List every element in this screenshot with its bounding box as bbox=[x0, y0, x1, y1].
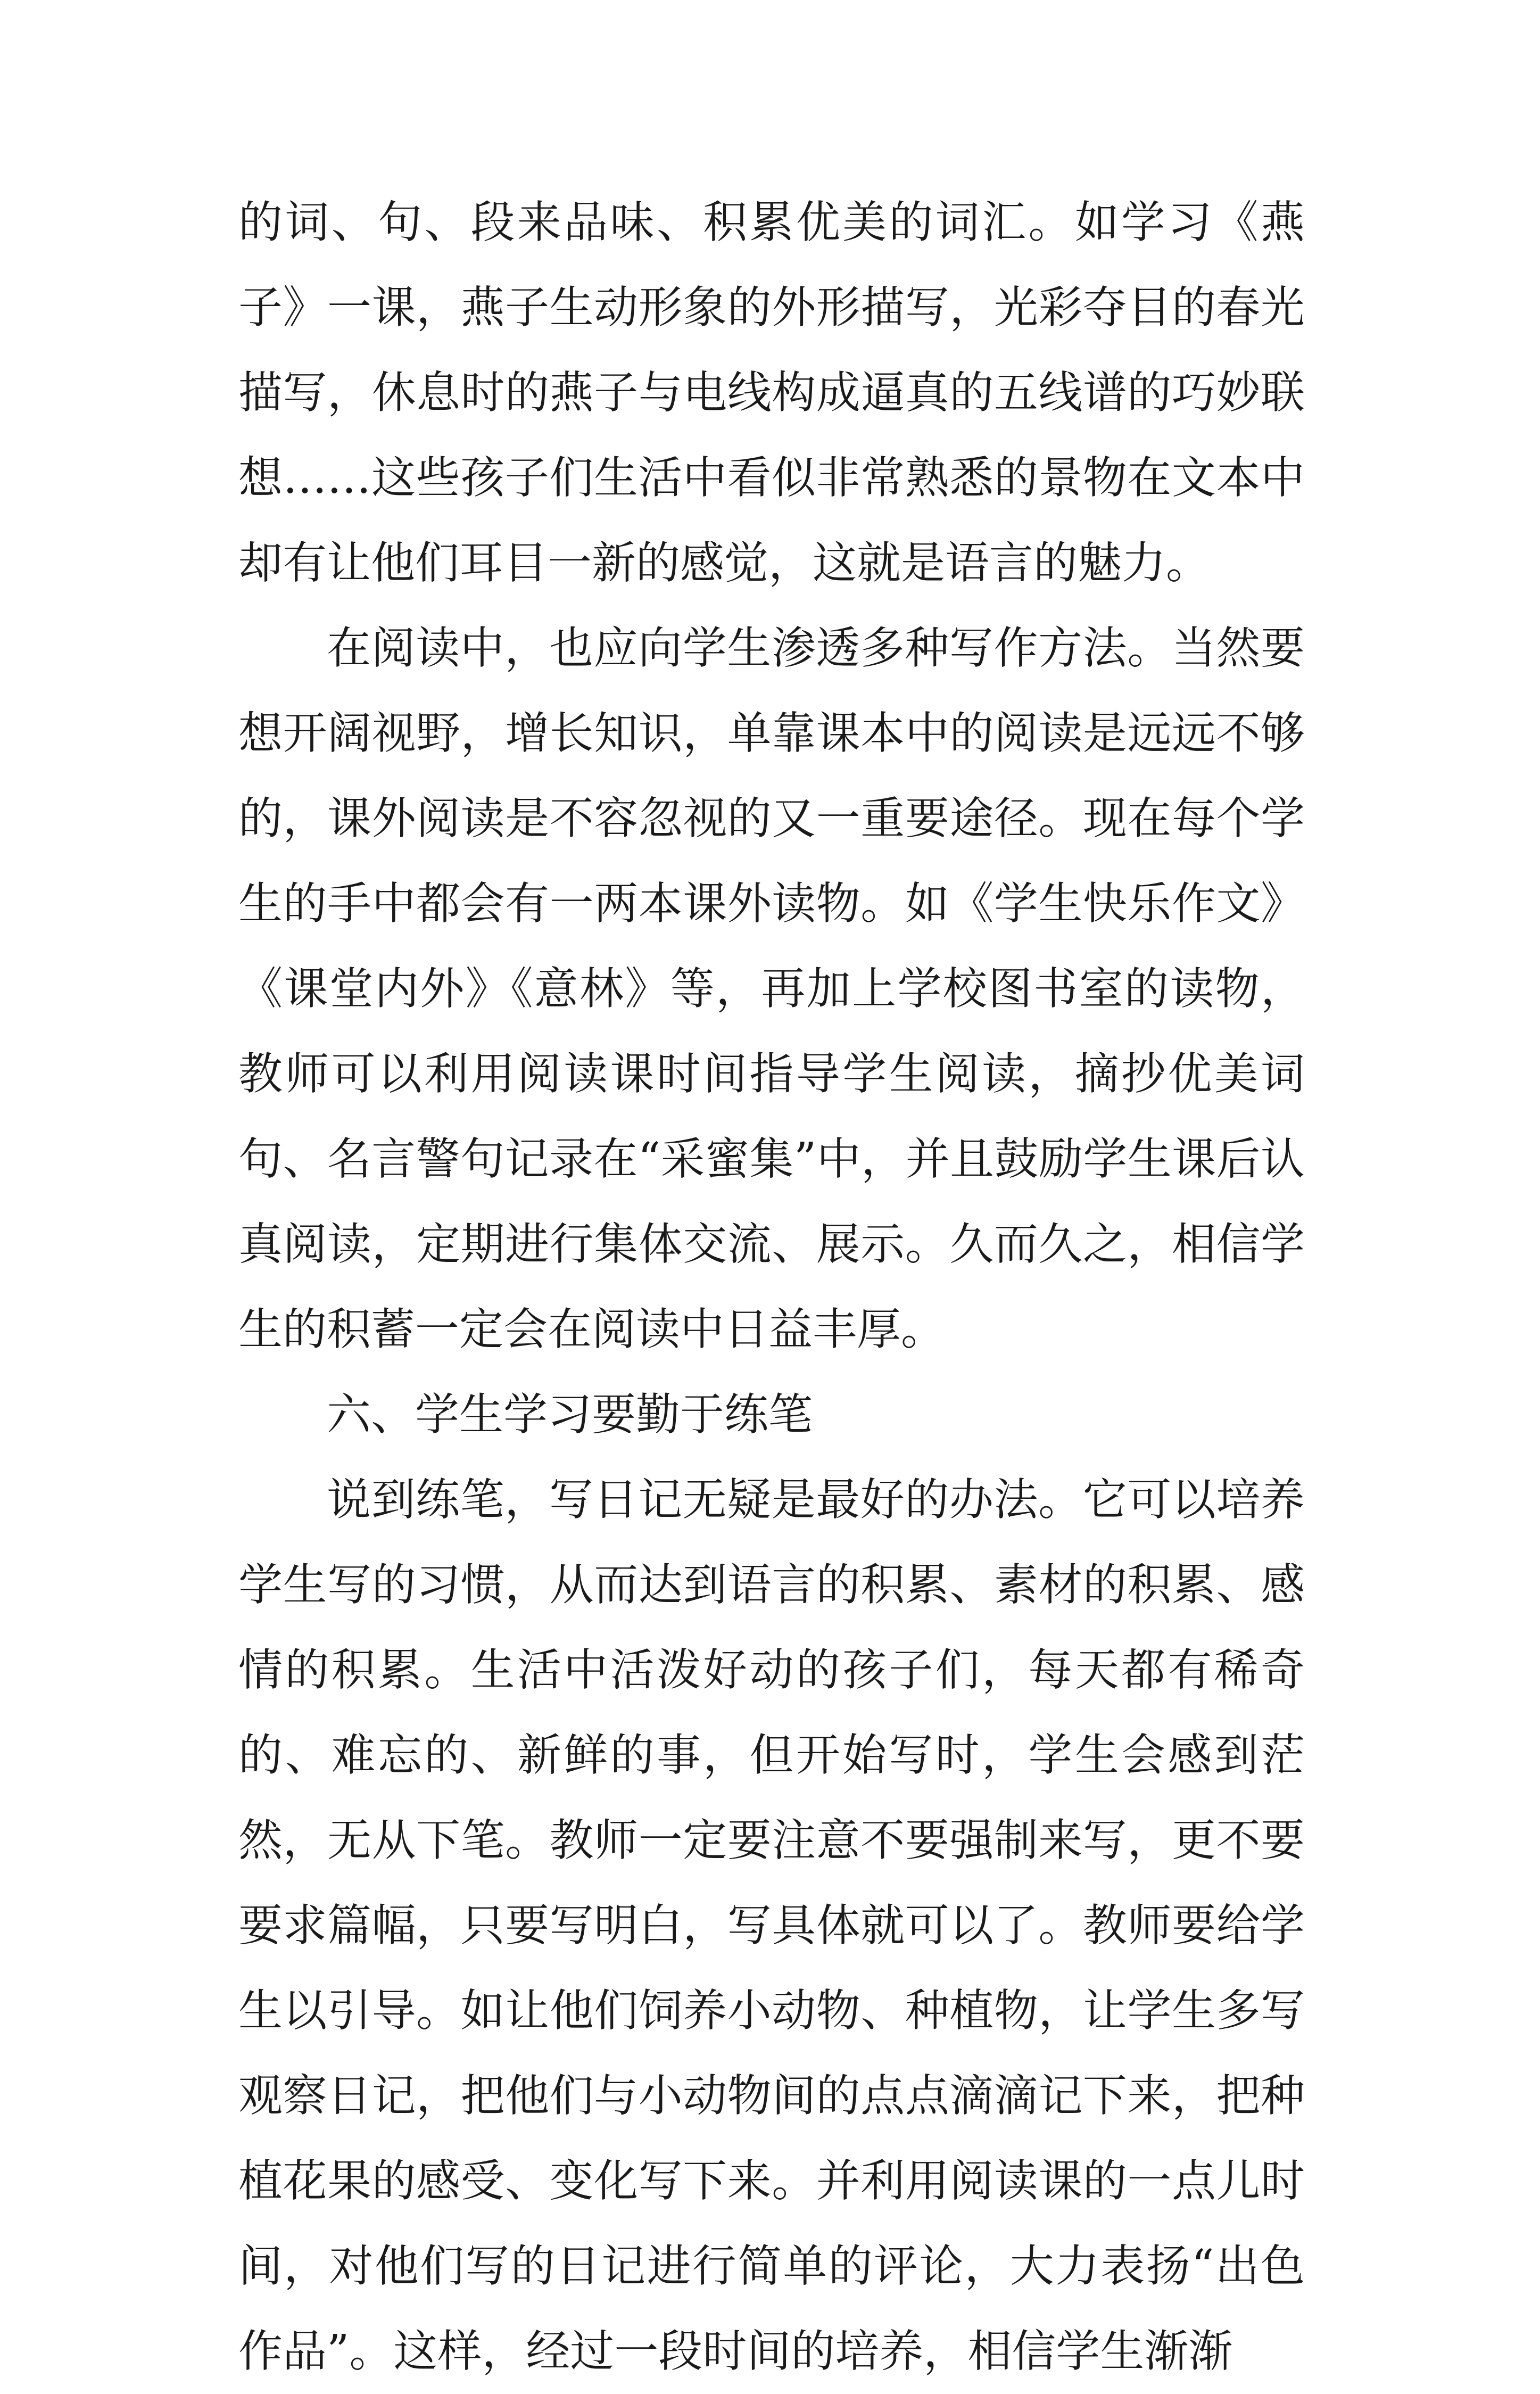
section-heading: 六、学生学习要勤于练笔 bbox=[327, 1389, 813, 1440]
paragraph-reading-methods: 在阅读中，也应向学生渗透多种写作方法。当然要想开阔视野，增长知识，单靠课本中的阅读是远远不够的，课外阅读是不容忽视的又一重要途径。现在每个学生的手中都会有一两本课外读物。如《学生快乐作文》《课堂内外》《意林》等，再加上学校图书室的读物，教师可以利用阅读课时间指导学生阅读，摘抄优美词句、名言警句记录在“采蜜集”中，并且鼓励学生课后认真阅读，定期进行集体交流、展示。久而久之，相信学生的积蓄一定会在阅读中日益丰厚。 bbox=[238, 622, 1305, 1355]
paragraph-continuation: 的词、句、段来品味、积累优美的词汇。如学习《燕子》一课，燕子生动形象的外形描写，光彩夺目的春光描写，休息时的燕子与电线构成逼真的五线谱的巧妙联想……这些孩子们生活中看似非常熟悉的景物在文本中却有让他们耳目一新的感觉，这就是语言的魅力。 bbox=[238, 196, 1305, 589]
paragraph-diary-practice: 说到练笔，写日记无疑是最好的办法。它可以培养学生写的习惯，从而达到语言的积累、素材的积累、感情的积累。生活中活泼好动的孩子们，每天都有稀奇的、难忘的、新鲜的事，但开始写时，学生会感到茫然，无从下笔。教师一定要注意不要强制来写，更不要要求篇幅，只要写明白，写具体就可以了。教师要给学生以引导。如让他们饲养小动物、种植物，让学生多写观察日记，把他们与小动物间的点点滴滴记下来，把种植花果的感受、变化写下来。并利用阅读课的一点儿时间，对他们写的日记进行简单的评论，大力表扬“出色作品”。这样，经过一段时间的培养，相信学生渐渐 bbox=[238, 1474, 1305, 2377]
body-text bbox=[238, 180, 1305, 2394]
